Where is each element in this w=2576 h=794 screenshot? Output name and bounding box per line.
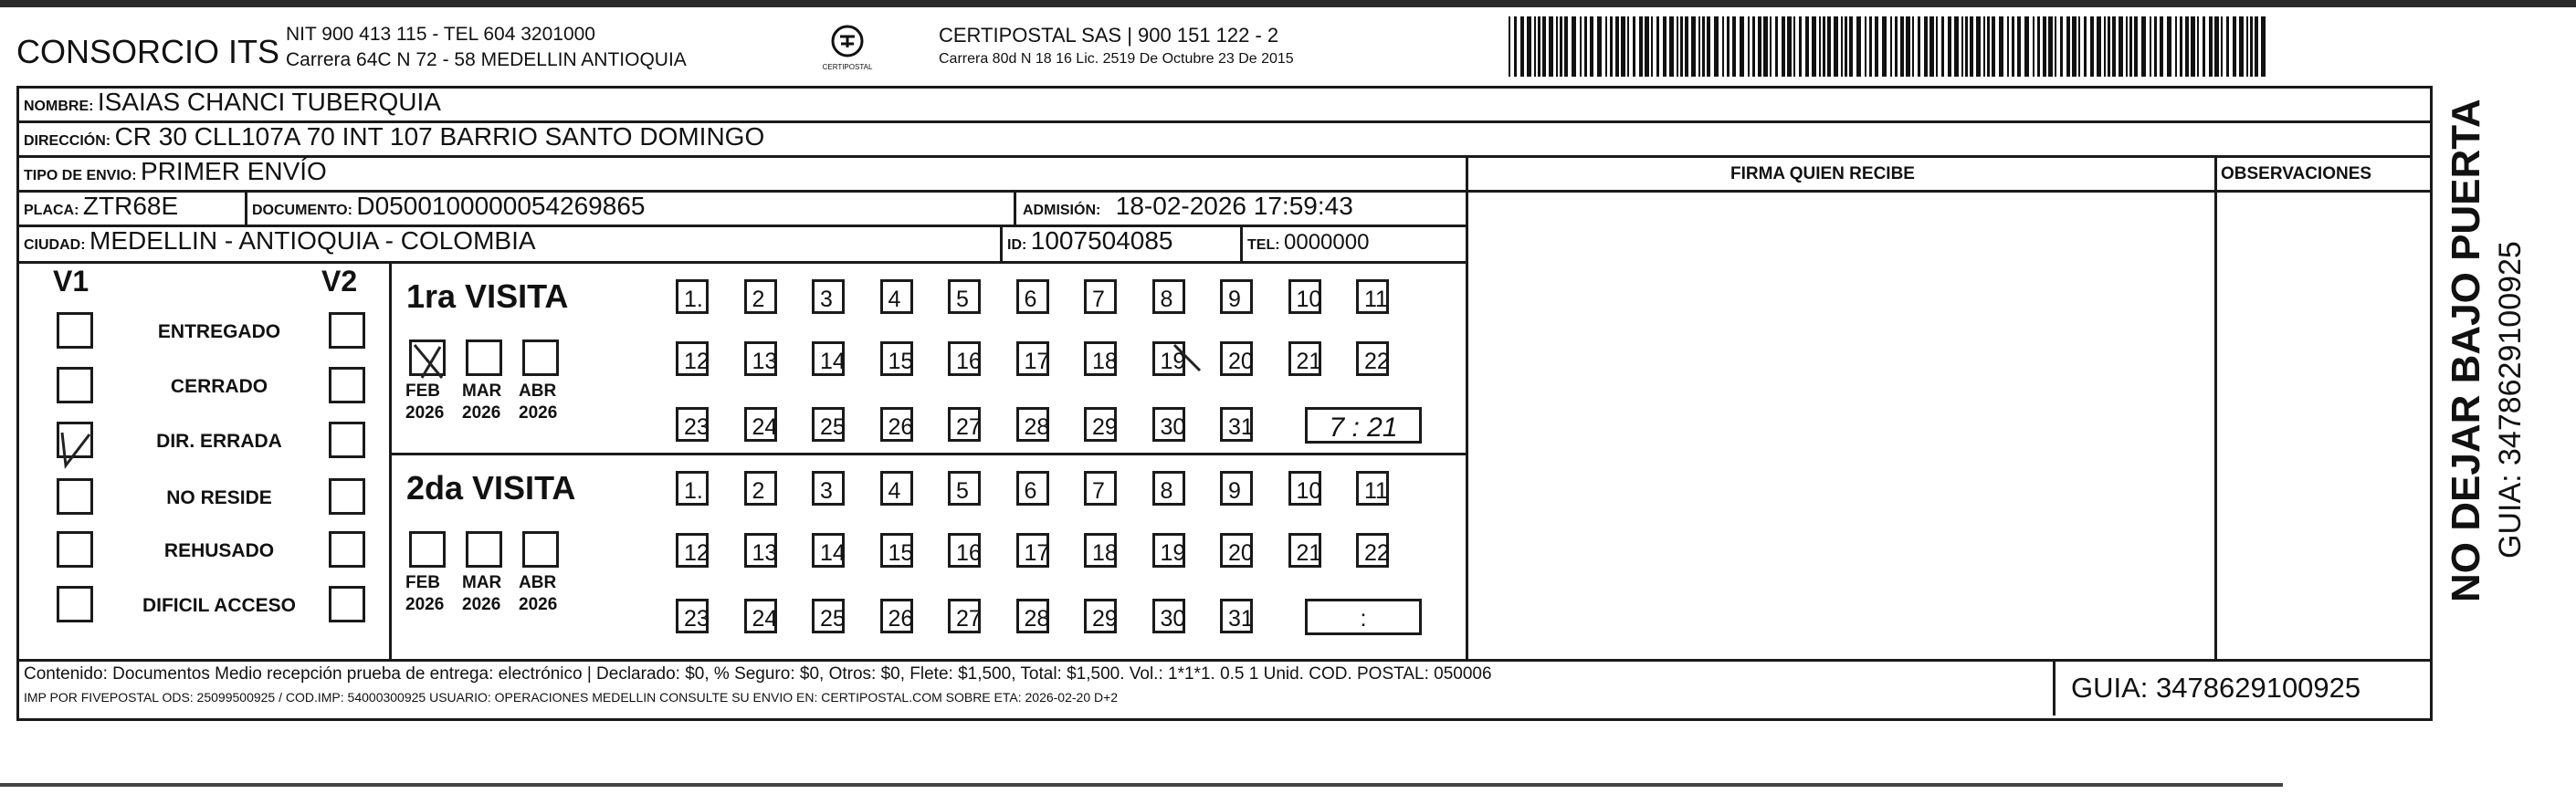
visit2-day-box[interactable]: 28: [1016, 599, 1049, 633]
visit2-day-box[interactable]: 2: [744, 471, 777, 506]
barcode-bar: [1520, 16, 1524, 77]
header: [16, 13, 2427, 86]
visit1-day-box[interactable]: 17: [1016, 341, 1049, 376]
barcode-bar: [2191, 16, 2195, 77]
barcode-bar: [2214, 16, 2219, 77]
visit1-day-box[interactable]: 5: [948, 279, 981, 314]
v2-checkbox-1[interactable]: [329, 367, 365, 403]
barcode-bar: [1621, 16, 1625, 77]
month-label: MAR: [462, 381, 502, 401]
barcode-bar: [2043, 16, 2046, 77]
visit2-day-box[interactable]: 27: [948, 599, 981, 633]
barcode-bar: [1906, 16, 1910, 77]
barcode-bar: [2048, 16, 2053, 77]
barcode-bar: [1549, 16, 1553, 77]
barcode-bar: [1970, 16, 1973, 77]
visit2-day-box[interactable]: 26: [880, 599, 913, 633]
visit1-day-box[interactable]: 9: [1220, 279, 1253, 314]
partner-name: CERTIPOSTAL SAS | 900 151 122 - 2: [939, 24, 1279, 47]
barcode-bar: [2221, 16, 2223, 77]
year-label: 2026: [405, 595, 445, 614]
barcode-bar: [1556, 16, 1558, 77]
barcode-bar: [1580, 16, 1582, 77]
visit1-month-box-2[interactable]: [522, 340, 559, 376]
barcode-bar: [1936, 16, 1938, 77]
barcode-bar: [2154, 16, 2157, 77]
ciudad-cell: [24, 226, 536, 256]
visit2-day-box[interactable]: 4: [880, 471, 913, 506]
barcode-bar: [2255, 16, 2258, 77]
visit2-month-box-2[interactable]: [522, 531, 559, 568]
visit1-day-box[interactable]: 18: [1084, 341, 1117, 376]
direccion-label: DIRECCIÓN:: [24, 133, 111, 149]
barcode-bar: [1542, 16, 1546, 77]
barcode-bar: [1890, 16, 1892, 77]
footer-line2: IMP POR FIVEPOSTAL ODS: 25099500925 / COD.IMP: 54000300925 USUARIO: OPERACIONES MEDELLIN CONSULTE SU ENVIO EN: CERTIPOSTAL.COM SOBRE ETA: 2026-02-20 D+2: [24, 690, 1119, 705]
barcode: [1505, 16, 2272, 80]
visit2-day-box[interactable]: 9: [1220, 471, 1253, 506]
barcode-bar: [1584, 16, 1587, 77]
v2-checkbox-5[interactable]: [329, 586, 365, 622]
first-visit-title: 1ra VISITA: [406, 277, 569, 315]
barcode-bar: [1707, 16, 1710, 77]
barcode-bar: [1895, 16, 1898, 77]
tel-label: TEL:: [1247, 237, 1280, 253]
visit1-day-box[interactable]: 25: [812, 407, 845, 442]
visit1-day-box[interactable]: 21: [1288, 341, 1321, 376]
visit1-day-box[interactable]: 16: [948, 341, 981, 376]
day-19-mark-icon: [1169, 340, 1205, 376]
v1-checkbox-3[interactable]: [57, 478, 93, 515]
visit1-day-box[interactable]: 19: [1152, 341, 1185, 376]
barcode-bar: [1758, 16, 1761, 77]
id-cell: [1007, 226, 1173, 256]
observaciones-label: OBSERVACIONES: [2221, 164, 2372, 183]
visit2-day-box[interactable]: 20: [1220, 533, 1253, 568]
barcode-bar: [1645, 16, 1649, 77]
barcode-bar: [2160, 16, 2163, 77]
year-label: 2026: [405, 403, 445, 423]
barcode-bar: [1929, 16, 1934, 77]
barcode-bar: [1823, 16, 1825, 77]
feb-check-mark-icon: [409, 341, 449, 381]
v1-checkbox-4[interactable]: [57, 531, 93, 568]
month-label: ABR: [519, 381, 557, 401]
visit2-day-box[interactable]: 25: [812, 599, 845, 633]
visit1-month-box-1[interactable]: [466, 340, 502, 376]
year-label: 2026: [519, 403, 558, 423]
barcode-bar: [1605, 16, 1607, 77]
barcode-bar: [2203, 16, 2205, 77]
second-visit-title: 2da VISITA: [406, 469, 576, 507]
admision-cell: [1023, 192, 1353, 221]
month-label: FEB: [405, 381, 440, 401]
v1-label: V1: [53, 265, 89, 298]
visit1-day-box[interactable]: 20: [1220, 341, 1253, 376]
certipostal-logo: [815, 24, 879, 77]
logo-text: CERTIPOSTAL: [822, 63, 873, 71]
visit2-day-box[interactable]: 30: [1152, 599, 1185, 633]
barcode-bar: [1677, 16, 1678, 77]
status-label: NO RESIDE: [166, 487, 272, 508]
barcode-bar: [1787, 16, 1792, 77]
visit2-day-box[interactable]: 22: [1356, 533, 1389, 568]
barcode-bar: [1564, 16, 1568, 77]
visit1-day-box[interactable]: 13: [744, 341, 777, 376]
visit2-day-box[interactable]: 24: [744, 599, 777, 633]
barcode-bar: [2078, 16, 2080, 77]
visit2-day-box[interactable]: 5: [948, 471, 981, 506]
tel-cell: [1247, 230, 1369, 256]
visit2-day-box[interactable]: 14: [812, 533, 845, 568]
visit1-day-box[interactable]: 1.: [676, 279, 709, 314]
barcode-bar: [1651, 16, 1653, 77]
barcode-bar: [1685, 16, 1688, 77]
status-label: ENTREGADO: [157, 321, 281, 342]
status-label: REHUSADO: [163, 540, 275, 561]
status-label: DIFICIL ACCESO: [142, 595, 296, 616]
barcode-bar: [2104, 16, 2106, 77]
visit2-day-box[interactable]: 13: [744, 533, 777, 568]
barcode-bar: [1639, 16, 1643, 77]
barcode-bar: [1865, 16, 1866, 77]
side-guia: GUIA: 3478629100925: [2493, 241, 2528, 559]
barcode-bar: [1805, 16, 1809, 77]
firma-label: FIRMA QUIEN RECIBE: [1730, 164, 1915, 183]
barcode-bar: [1680, 16, 1683, 77]
v2-label: V2: [321, 265, 358, 298]
visit1-day-box[interactable]: 2: [744, 279, 777, 314]
partner-address: Carrera 80d N 18 16 Lic. 2519 De Octubre 23 De 2015: [939, 51, 1294, 67]
barcode-bar: [2185, 16, 2189, 77]
barcode-bar: [2167, 16, 2171, 77]
company-name: CONSORCIO ITS: [16, 33, 280, 70]
barcode-bar: [1987, 16, 1990, 77]
visit2-day-box[interactable]: 31: [1220, 599, 1253, 633]
barcode-bar: [1983, 16, 1985, 77]
footer-line1: Contenido: Documentos Medio recepción prueba de entrega: electrónico | Declarado: $0, % Seguro: $0, Otros: $0, Flete: $1,500, Total: $1,500. Vol.: 1*1*1. 0.5 1 Unid. COD. POSTAL: 050006: [24, 664, 1492, 684]
barcode-bar: [1702, 16, 1705, 77]
visit1-day-box[interactable]: 31: [1220, 407, 1253, 442]
barcode-bar: [1845, 16, 1847, 77]
barcode-bar: [2261, 16, 2266, 77]
barcode-bar: [1732, 16, 1736, 77]
barcode-bar: [2180, 16, 2182, 77]
barcode-bar: [2037, 16, 2040, 77]
barcode-bar: [2033, 16, 2035, 77]
barcode-bar: [1763, 16, 1768, 77]
documento-label: DOCUMENTO:: [252, 203, 352, 218]
ciudad-label: CIUDAD:: [24, 237, 86, 253]
barcode-bar: [1856, 16, 1861, 77]
barcode-bar: [2119, 16, 2123, 77]
admision-value: 18-02-2026 17:59:43: [1115, 192, 1353, 220]
visit1-day-box[interactable]: 6: [1016, 279, 1049, 314]
barcode-bar: [1869, 16, 1872, 77]
nombre-row: [24, 88, 441, 117]
visit2-day-box[interactable]: 7: [1084, 471, 1117, 506]
month-label: ABR: [519, 573, 557, 592]
barcode-bar: [1663, 16, 1667, 77]
barcode-bar: [2150, 16, 2151, 77]
visit1-day-box[interactable]: 22: [1356, 341, 1389, 376]
visit1-day-box[interactable]: 29: [1084, 407, 1117, 442]
visit1-day-box[interactable]: 7: [1084, 279, 1117, 314]
barcode-bar: [2226, 16, 2229, 77]
barcode-bar: [2175, 16, 2177, 77]
barcode-bar: [1597, 16, 1602, 77]
year-label: 2026: [519, 595, 558, 614]
footer-guia: GUIA: 3478629100925: [2071, 672, 2361, 704]
barcode-bar: [1527, 16, 1531, 77]
barcode-bar: [2017, 16, 2021, 77]
v2-checkbox-0[interactable]: [329, 312, 365, 349]
barcode-bar: [1669, 16, 1674, 77]
second-visit-time: :: [1305, 599, 1422, 635]
barcode-bar: [1875, 16, 1878, 77]
barcode-bar: [1782, 16, 1785, 77]
visit1-day-box[interactable]: 27: [948, 407, 981, 442]
barcode-bar: [2197, 16, 2199, 77]
year-label: 2026: [462, 403, 501, 423]
visit2-day-box[interactable]: 3: [812, 471, 845, 506]
visit1-day-box[interactable]: 8: [1152, 279, 1185, 314]
barcode-bar: [1722, 16, 1724, 77]
barcode-bar: [2012, 16, 2014, 77]
barcode-bar: [1961, 16, 1963, 77]
visit2-day-box[interactable]: 8: [1152, 471, 1185, 506]
visit2-day-box[interactable]: 15: [880, 533, 913, 568]
barcode-bar: [1633, 16, 1635, 77]
tipo-value: PRIMER ENVÍO: [141, 157, 327, 185]
barcode-bar: [1615, 16, 1619, 77]
visit1-day-box[interactable]: 26: [880, 407, 913, 442]
barcode-bar: [1572, 16, 1576, 77]
barcode-bar: [1714, 16, 1719, 77]
visit2-day-box[interactable]: 10: [1288, 471, 1321, 506]
visit1-day-box[interactable]: 23: [676, 407, 709, 442]
barcode-bar: [1727, 16, 1730, 77]
visit2-day-box[interactable]: 18: [1084, 533, 1117, 568]
barcode-bar: [2233, 16, 2236, 77]
barcode-bar: [2007, 16, 2009, 77]
barcode-bar: [1948, 16, 1951, 77]
barcode-bar: [2134, 16, 2138, 77]
placa-value: ZTR68E: [82, 192, 179, 220]
id-label: ID:: [1007, 237, 1027, 253]
barcode-bar: [2066, 16, 2070, 77]
barcode-bar: [2141, 16, 2146, 77]
status-label: DIR. ERRADA: [156, 431, 282, 452]
barcode-bar: [1965, 16, 1968, 77]
barcode-bar: [1954, 16, 1959, 77]
scan-edge: [0, 0, 2576, 7]
barcode-bar: [1748, 16, 1750, 77]
barcode-bar: [1812, 16, 1816, 77]
visit1-day-box[interactable]: 14: [812, 341, 845, 376]
barcode-bar: [1656, 16, 1659, 77]
placa-label: PLACA:: [24, 203, 79, 218]
barcode-bar: [1941, 16, 1944, 77]
month-label: MAR: [462, 573, 502, 592]
barcode-bar: [1534, 16, 1536, 77]
barcode-bar: [1691, 16, 1696, 77]
check-mark-icon: [57, 429, 97, 469]
barcode-bar: [1841, 16, 1843, 77]
admision-label: ADMISIÓN:: [1023, 203, 1101, 218]
barcode-bar: [1834, 16, 1838, 77]
id-value: 1007504085: [1030, 226, 1173, 255]
nit-line: NIT 900 413 115 - TEL 604 3201000: [286, 24, 595, 45]
scan-edge-bottom: [0, 783, 2283, 787]
visit1-day-box[interactable]: 3: [812, 279, 845, 314]
visit2-day-box[interactable]: 21: [1288, 533, 1321, 568]
visit1-day-box[interactable]: 28: [1016, 407, 1049, 442]
barcode-bar: [1882, 16, 1887, 77]
barcode-bar: [1992, 16, 1995, 77]
barcode-bar: [1770, 16, 1772, 77]
visit2-day-box[interactable]: 19: [1152, 533, 1185, 568]
barcode-bar: [2209, 16, 2213, 77]
barcode-bar: [1610, 16, 1613, 77]
barcode-bar: [2060, 16, 2063, 77]
visit1-day-box[interactable]: 30: [1152, 407, 1185, 442]
visit1-day-box[interactable]: 15: [880, 341, 913, 376]
barcode-bar: [1849, 16, 1853, 77]
barcode-bar: [2055, 16, 2056, 77]
visit1-day-box[interactable]: 10: [1288, 279, 1321, 314]
barcode-bar: [1912, 16, 1914, 77]
barcode-bar: [1627, 16, 1629, 77]
v1-checkbox-5[interactable]: [57, 586, 93, 622]
tipo-row: [24, 157, 327, 186]
barcode-bar: [1924, 16, 1928, 77]
address-line: Carrera 64C N 72 - 58 MEDELLIN ANTIOQUIA: [286, 49, 687, 70]
barcode-bar: [2108, 16, 2110, 77]
v1-checkbox-1[interactable]: [57, 367, 93, 403]
barcode-bar: [2097, 16, 2101, 77]
barcode-bar: [1740, 16, 1744, 77]
barcode-bar: [2024, 16, 2029, 77]
barcode-bar: [1819, 16, 1821, 77]
direccion-row: [24, 122, 764, 151]
visit2-month-box-0[interactable]: [409, 531, 446, 568]
barcode-bar: [1560, 16, 1562, 77]
status-label: CERRADO: [170, 376, 268, 397]
nombre-label: NOMBRE:: [24, 99, 94, 114]
visit2-day-box[interactable]: 6: [1016, 471, 1049, 506]
tipo-label: TIPO DE ENVIO:: [24, 168, 137, 183]
barcode-bar: [1514, 16, 1517, 77]
barcode-bar: [2250, 16, 2253, 77]
barcode-bar: [2129, 16, 2132, 77]
barcode-bar: [1793, 16, 1795, 77]
tel-value: 0000000: [1284, 230, 1370, 255]
barcode-bar: [1509, 16, 1510, 77]
barcode-bar: [2246, 16, 2248, 77]
nombre-value: ISAIAS CHANCI TUBERQUIA: [97, 88, 441, 116]
barcode-bar: [1999, 16, 2003, 77]
barcode-bar: [1900, 16, 1904, 77]
barcode-bar: [2112, 16, 2116, 77]
barcode-bar: [1698, 16, 1700, 77]
barcode-bar: [1538, 16, 1540, 77]
barcode-bar: [1775, 16, 1778, 77]
barcode-bar: [1799, 16, 1802, 77]
side-warning: NO DEJAR BAJO PUERTA: [2444, 99, 2488, 602]
direccion-value: CR 30 CLL107A 70 INT 107 BARRIO SANTO DOMINGO: [114, 122, 765, 151]
visit2-month-box-1[interactable]: [466, 531, 502, 568]
barcode-bar: [1976, 16, 1981, 77]
year-label: 2026: [462, 595, 501, 614]
first-visit-time: 7 : 21: [1305, 407, 1422, 444]
documento-cell: [252, 192, 645, 221]
v2-checkbox-2[interactable]: [329, 422, 365, 458]
documento-value: D0500100000054269865: [356, 192, 646, 220]
visit2-day-box[interactable]: 11: [1356, 471, 1389, 506]
visit1-day-box[interactable]: 11: [1356, 279, 1389, 314]
barcode-bar: [1752, 16, 1755, 77]
barcode-bar: [1918, 16, 1920, 77]
barcode-bar: [2126, 16, 2128, 77]
ciudad-value: MEDELLIN - ANTIOQUIA - COLOMBIA: [89, 226, 536, 255]
v2-checkbox-3[interactable]: [329, 478, 365, 515]
visit2-day-box[interactable]: 23: [676, 599, 709, 633]
v2-checkbox-4[interactable]: [329, 531, 365, 568]
visit1-day-box[interactable]: 4: [880, 279, 913, 314]
barcode-bar: [1827, 16, 1831, 77]
barcode-bar: [2084, 16, 2087, 77]
visit2-day-box[interactable]: 16: [948, 533, 981, 568]
barcode-bar: [2239, 16, 2244, 77]
month-label: FEB: [405, 573, 440, 592]
visit2-day-box[interactable]: 1.: [676, 471, 709, 506]
v1-checkbox-0[interactable]: [57, 312, 93, 349]
visit2-day-box[interactable]: 17: [1016, 533, 1049, 568]
visit1-day-box[interactable]: 12: [676, 341, 709, 376]
placa-cell: [24, 192, 178, 221]
barcode-bar: [2072, 16, 2077, 77]
visit2-day-box[interactable]: 12: [676, 533, 709, 568]
visit2-day-box[interactable]: 29: [1084, 599, 1117, 633]
barcode-bar: [2090, 16, 2094, 77]
barcode-bar: [1590, 16, 1593, 77]
visit1-day-box[interactable]: 24: [744, 407, 777, 442]
